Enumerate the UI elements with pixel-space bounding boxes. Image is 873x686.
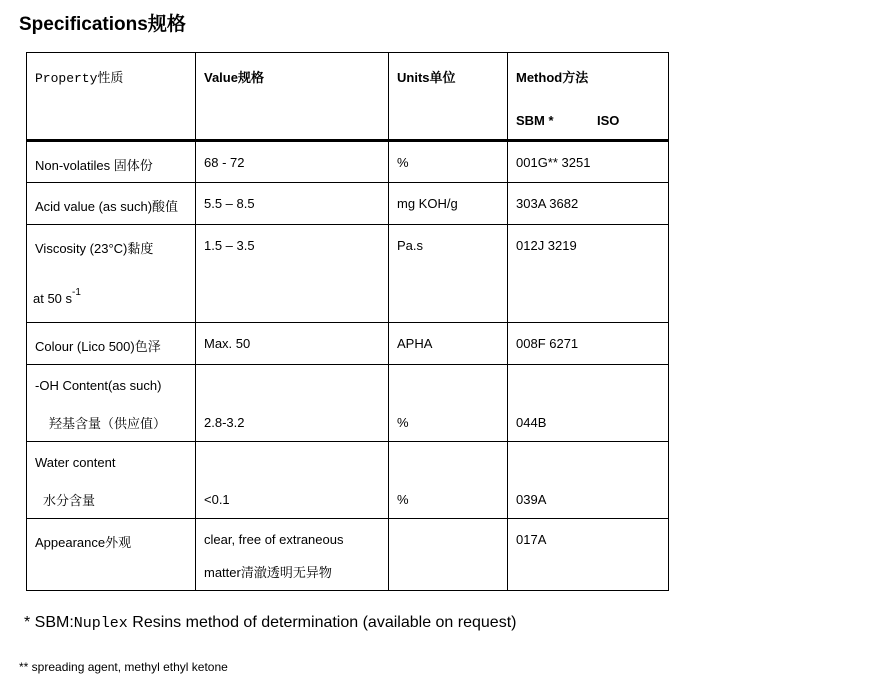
value-cell: 2.8-3.2 [204, 415, 245, 430]
property-cell: Water content [35, 455, 116, 470]
property-cell: Colour (Lico 500)色泽 [35, 339, 161, 354]
method-cell: 001G** 3251 [516, 155, 591, 170]
value-cell: Max. 50 [204, 336, 251, 351]
property-cell: Acid value (as such)酸值 [35, 199, 179, 214]
property-cell: Appearance外观 [35, 535, 132, 550]
method-cell: 044B [516, 415, 547, 430]
units-cell: % [397, 492, 409, 507]
table-row [27, 183, 669, 225]
value-cell: 1.5 – 3.5 [204, 238, 255, 253]
header-sbm: SBM * [516, 113, 554, 128]
footnote-spreading-agent: ** spreading agent, methyl ethyl ketone [19, 660, 228, 674]
units-cell: Pa.s [397, 238, 424, 253]
table-row [27, 519, 669, 591]
table-header-row [27, 53, 669, 141]
value-cell-line2: matter清澈透明无异物 [204, 565, 332, 580]
units-cell: % [397, 155, 409, 170]
header-units: Units单位 [389, 53, 508, 141]
units-cell: mg KOH/g [397, 196, 458, 211]
table-row [27, 442, 669, 519]
footnote-sbm: * SBM:Nuplex Resins method of determination (available on request) [24, 614, 517, 632]
value-cell: clear, free of extraneous [204, 532, 344, 547]
method-cell: 008F 6271 [516, 336, 579, 351]
value-cell: 5.5 – 8.5 [204, 196, 255, 211]
table-row [27, 141, 669, 183]
units-cell: % [397, 415, 409, 430]
property-cell: Viscosity (23°C)黏度 [35, 241, 154, 256]
value-cell: 68 - 72 [204, 155, 245, 170]
units-cell: APHA [397, 336, 433, 351]
superscript: -1 [72, 287, 81, 298]
property-cell: -OH Content(as such) [35, 378, 162, 393]
header-method: Method方法 SBM * ISO [508, 53, 669, 141]
method-cell: 039A [516, 492, 547, 507]
header-iso: ISO [597, 113, 620, 128]
specifications-table [26, 52, 669, 591]
method-cell: 303A 3682 [516, 196, 579, 211]
header-value: Value规格 [196, 53, 389, 141]
table-row [27, 225, 669, 323]
method-cell: 017A [516, 532, 547, 547]
property-cell-line2: 水分含量 [43, 493, 96, 508]
property-cell-line2: 羟基含量（供应值） [49, 416, 167, 431]
property-cell: Non-volatiles 固体份 [35, 158, 153, 173]
page-title: Specifications规格 [19, 14, 186, 35]
method-cell: 012J 3219 [516, 238, 577, 253]
property-cell-line2: at 50 $s^{-1}$ [33, 287, 81, 306]
table-row [27, 365, 669, 442]
table-row [27, 323, 669, 365]
header-property: Property性质 [27, 53, 196, 141]
value-cell: <0.1 [204, 492, 230, 507]
